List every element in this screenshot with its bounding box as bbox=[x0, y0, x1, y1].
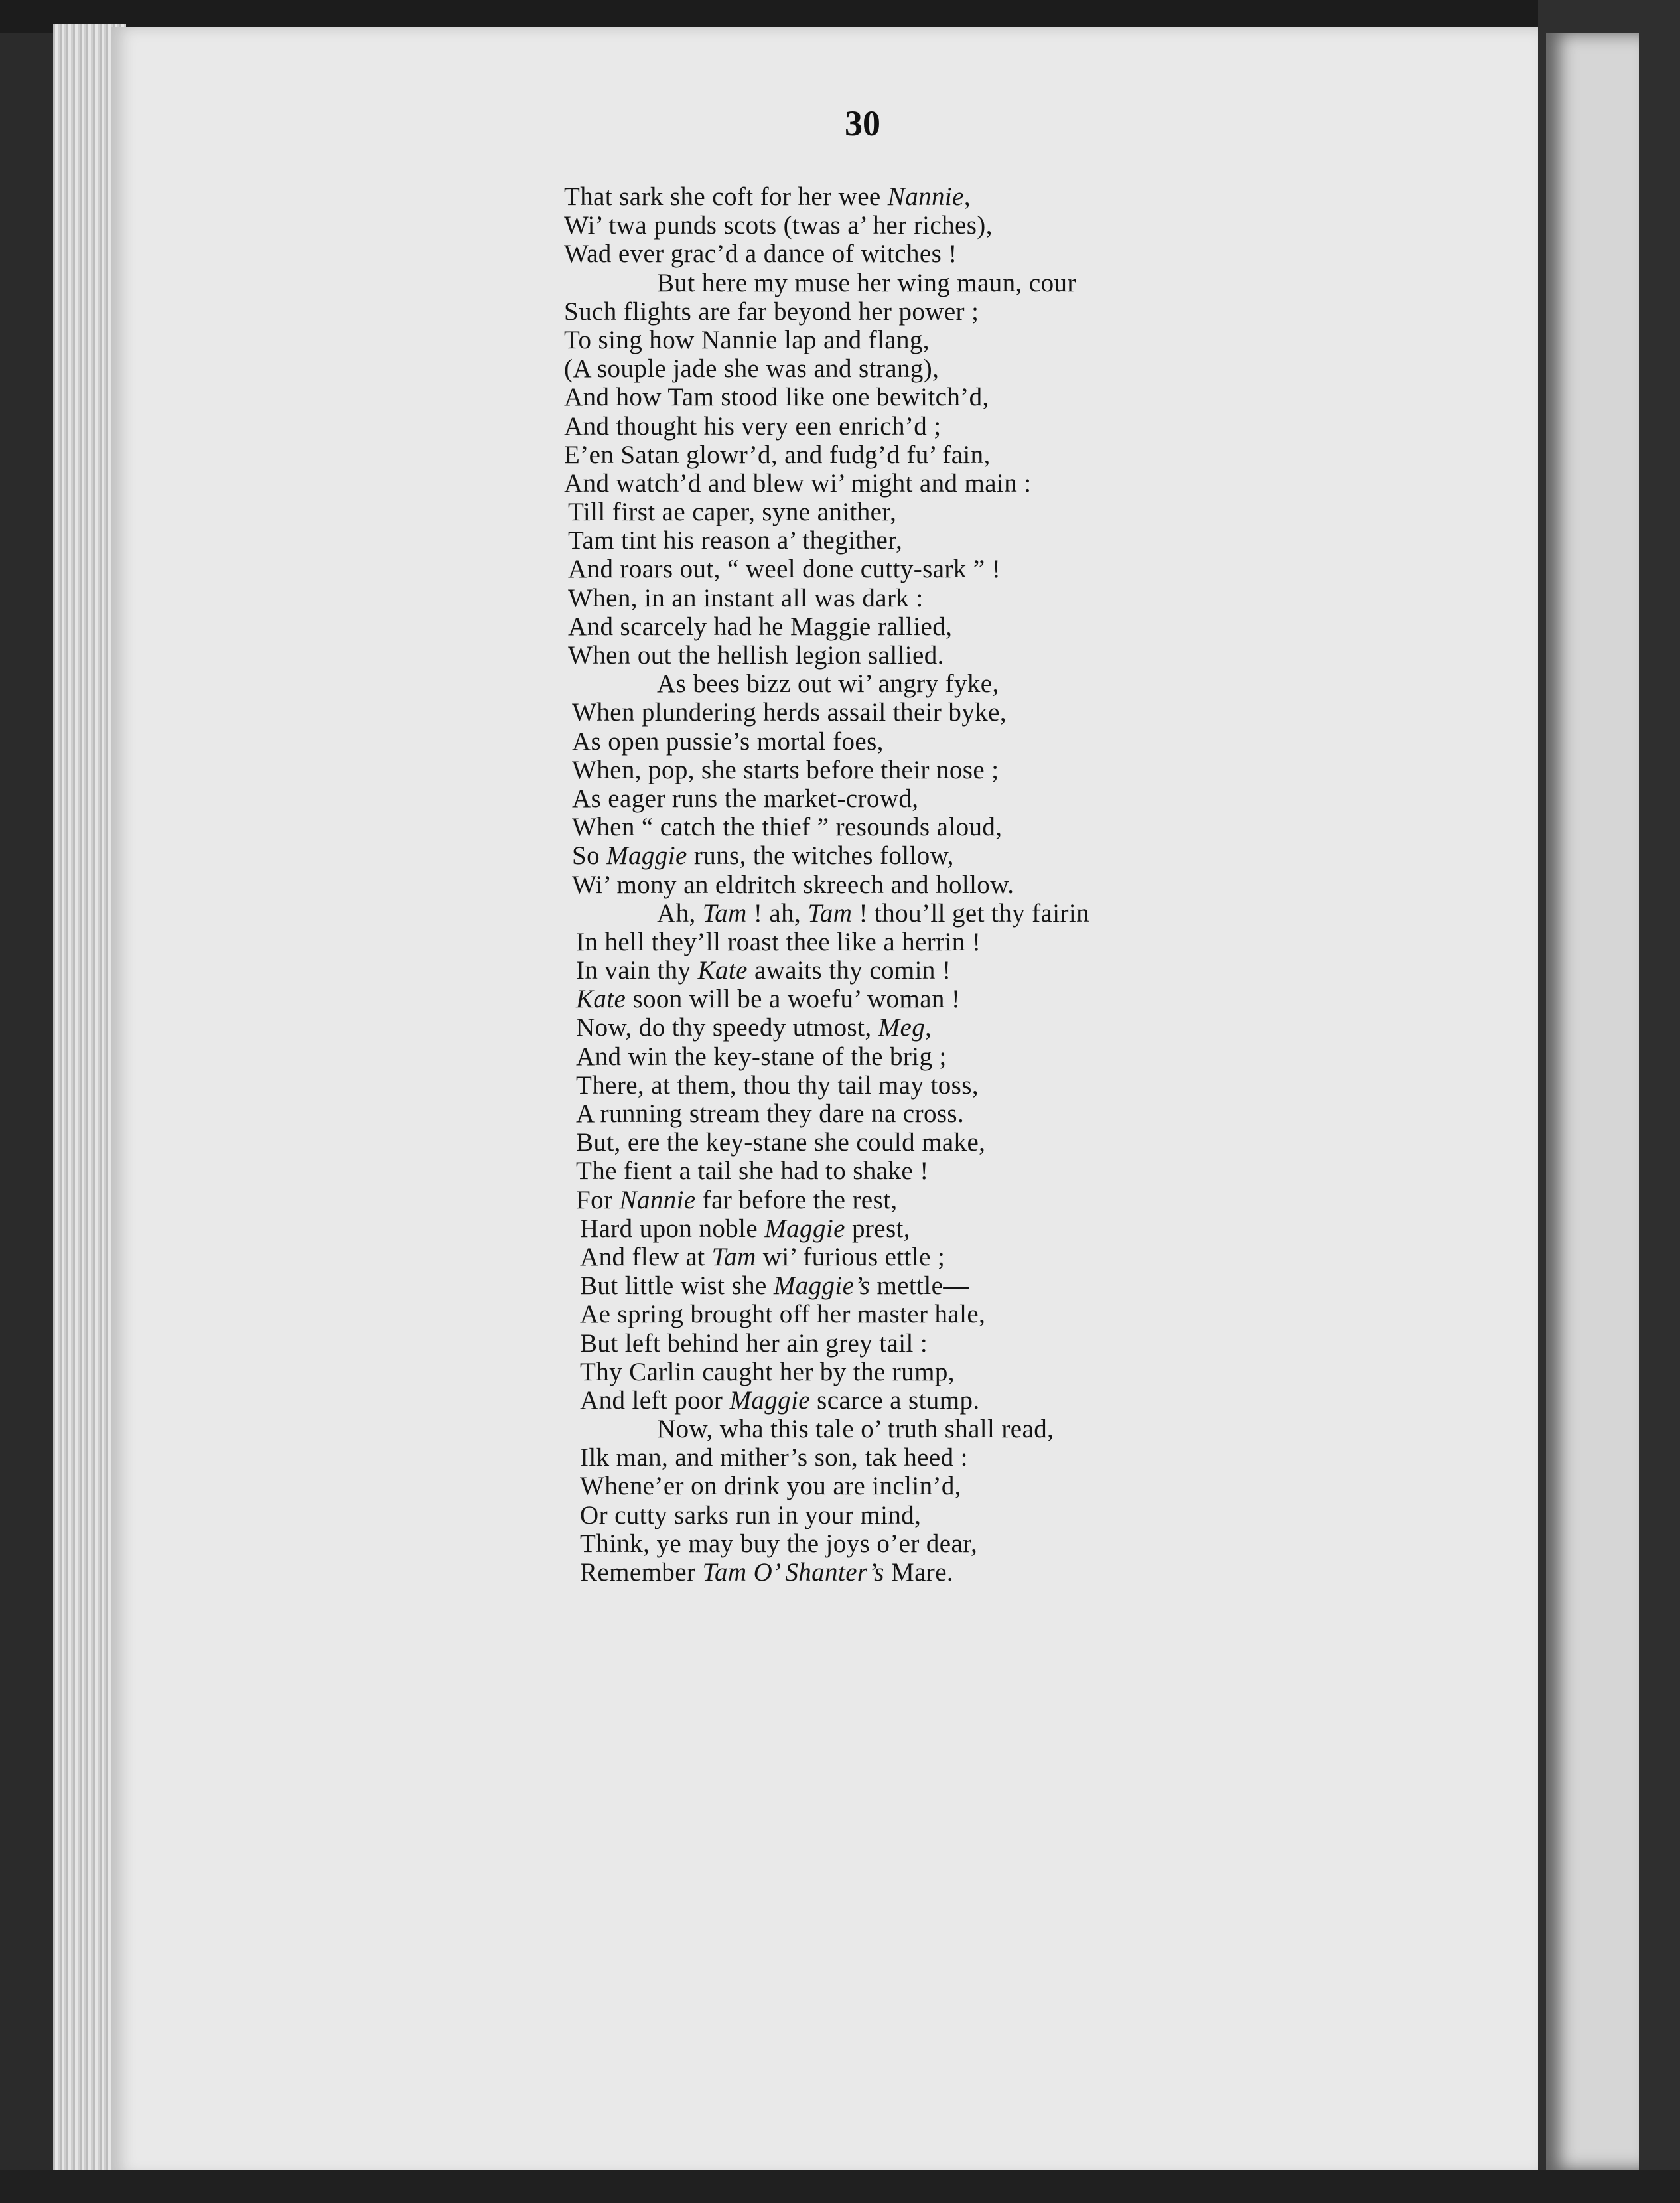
poem-line-text: awaits thy comin ! bbox=[747, 956, 951, 985]
poem-line-text: far before the rest, bbox=[695, 1185, 898, 1214]
poem-line bbox=[564, 1386, 1227, 1415]
poem-line-text: Or cutty sarks run in your mind, bbox=[580, 1500, 922, 1529]
poem-line-text: Ah, bbox=[657, 898, 703, 928]
poem-line-text: Wad ever grac’d a dance of witches ! bbox=[564, 240, 957, 269]
poem-line-text: When, in an instant all was dark : bbox=[568, 583, 924, 612]
poem-italic-word: Tam bbox=[711, 1242, 756, 1271]
poem-line bbox=[564, 928, 1227, 956]
poem-italic-word: Tam bbox=[807, 898, 853, 928]
poem-line bbox=[564, 1472, 1227, 1500]
poem-line bbox=[564, 1271, 1227, 1300]
poem-line-text: Hard upon noble bbox=[580, 1214, 765, 1243]
poem-line-text: And flew at bbox=[580, 1242, 712, 1271]
poem-line-text: In vain thy bbox=[576, 956, 698, 985]
poem-line-text: Tam tint his reason a’ thegither, bbox=[568, 526, 903, 555]
poem-line bbox=[564, 1042, 1227, 1071]
poem-line bbox=[564, 1214, 1227, 1243]
poem-line-text: , bbox=[925, 1013, 932, 1042]
poem-line bbox=[564, 297, 1227, 326]
poem-line bbox=[564, 469, 1227, 498]
poem-line bbox=[564, 612, 1227, 641]
poem-line bbox=[564, 211, 1227, 240]
poem-line-text: And left poor bbox=[580, 1386, 730, 1415]
poem-line-text: As eager runs the market-crowd, bbox=[572, 784, 919, 813]
poem-line-text: The fient a tail she had to shake ! bbox=[576, 1157, 929, 1186]
poem-line bbox=[564, 956, 1227, 985]
poem-line-text: E’en Satan glowr’d, and fudg’d fu’ fain, bbox=[564, 440, 991, 469]
poem-italic-word: Maggie bbox=[764, 1214, 845, 1243]
poem-line bbox=[564, 756, 1227, 784]
poem-line bbox=[564, 698, 1227, 727]
page-number: 30 bbox=[845, 104, 880, 143]
poem-line bbox=[564, 1529, 1227, 1558]
poem-line bbox=[564, 1501, 1227, 1529]
poem-line-text: wi’ furious ettle ; bbox=[756, 1242, 945, 1271]
poem-line-text: Wi’ mony an eldritch skreech and hollow. bbox=[572, 870, 1015, 899]
poem-italic-word: Maggie bbox=[729, 1386, 811, 1415]
poem-italic-word: Tam O’ Shanter’s bbox=[702, 1558, 884, 1587]
poem-line-text: There, at them, thou thy tail may toss, bbox=[576, 1070, 979, 1100]
poem-line-text: Ilk man, and mither’s son, tak heed : bbox=[580, 1443, 968, 1472]
poem-line-text: Ae spring brought off her master hale, bbox=[580, 1300, 986, 1329]
poem-line-text: And watch’d and blew wi’ might and main : bbox=[564, 468, 1032, 498]
facing-page-edge bbox=[1546, 33, 1639, 2170]
poem-line-text: ! thou’ll get thy fairin bbox=[852, 898, 1090, 928]
poem-line-text: So bbox=[572, 841, 607, 871]
poem-line-text: That sark she coft for her wee bbox=[564, 182, 888, 211]
poem-line-text: But left behind her ain grey tail : bbox=[580, 1328, 928, 1358]
poem-line-text: When out the hellish legion sallied. bbox=[568, 641, 944, 670]
poem-line bbox=[564, 1071, 1227, 1100]
poem-line-text: Now, do thy speedy utmost, bbox=[576, 1013, 878, 1042]
poem-line-text: Now, wha this tale o’ truth shall read, bbox=[657, 1415, 1054, 1444]
poem-line-text: scarce a stump. bbox=[810, 1386, 980, 1415]
poem-line bbox=[564, 1329, 1227, 1358]
poem-line bbox=[564, 269, 1227, 297]
poem-line bbox=[564, 1128, 1227, 1157]
poem-line bbox=[564, 1300, 1227, 1328]
poem-line-text: Till first ae caper, syne anither, bbox=[568, 498, 897, 527]
poem-text bbox=[564, 182, 1227, 1587]
poem-line-text: prest, bbox=[845, 1214, 910, 1243]
poem-line bbox=[564, 813, 1227, 841]
poem-line-text: Whene’er on drink you are inclin’d, bbox=[580, 1472, 961, 1501]
poem-line bbox=[564, 240, 1227, 268]
poem-line bbox=[564, 841, 1227, 870]
poem-line-text: For bbox=[576, 1185, 620, 1214]
poem-line-text: When plundering herds assail their byke, bbox=[572, 698, 1007, 727]
poem-line-text: But little wist she bbox=[580, 1271, 774, 1301]
poem-italic-word: Tam bbox=[702, 898, 747, 928]
poem-line bbox=[564, 1415, 1227, 1443]
poem-line-text: But, ere the key-stane she could make, bbox=[576, 1128, 986, 1157]
poem-italic-word: Kate bbox=[697, 956, 748, 985]
poem-line-text: And how Tam stood like one bewitch’d, bbox=[564, 383, 989, 412]
poem-line-text: In hell they’ll roast thee like a herrin ! bbox=[576, 927, 981, 956]
poem-line bbox=[564, 526, 1227, 555]
poem-line-text: And roars out, “ weel done cutty-sark ” ! bbox=[568, 555, 1001, 584]
poem-line bbox=[564, 182, 1227, 211]
poem-line bbox=[564, 1358, 1227, 1386]
poem-line-text: Think, ye may buy the joys o’er dear, bbox=[580, 1529, 978, 1558]
poem-line bbox=[564, 784, 1227, 813]
poem-line bbox=[564, 412, 1227, 441]
poem-line bbox=[564, 871, 1227, 899]
poem-line-text: runs, the witches follow, bbox=[687, 841, 954, 871]
poem-line bbox=[564, 498, 1227, 526]
poem-line bbox=[564, 899, 1227, 928]
poem-italic-word: Nannie bbox=[887, 182, 964, 211]
poem-line-text: When “ catch the thief ” resounds aloud, bbox=[572, 813, 1003, 842]
poem-line-text: (A souple jade she was and strang), bbox=[564, 354, 940, 384]
poem-line-text: soon will be a woefu’ woman ! bbox=[626, 985, 961, 1014]
poem-line-text: mettle— bbox=[870, 1271, 969, 1301]
poem-line-text: A running stream they dare na cross. bbox=[576, 1100, 965, 1128]
poem-line-text: When, pop, she starts before their nose ; bbox=[572, 755, 999, 784]
poem-line-text: , bbox=[963, 182, 971, 211]
poem-line bbox=[564, 985, 1227, 1013]
poem-line bbox=[564, 1186, 1227, 1214]
poem-line-text: Remember bbox=[580, 1558, 703, 1587]
poem-line bbox=[564, 1443, 1227, 1472]
poem-line bbox=[564, 383, 1227, 411]
poem-line bbox=[564, 1243, 1227, 1271]
poem-italic-word: Maggie bbox=[606, 841, 687, 871]
poem-italic-word: Meg bbox=[878, 1013, 926, 1042]
poem-italic-word: Maggie’s bbox=[773, 1271, 871, 1301]
poem-line bbox=[564, 670, 1227, 698]
poem-line bbox=[564, 555, 1227, 583]
scan-bottom-border bbox=[0, 2170, 1680, 2203]
poem-line bbox=[564, 1157, 1227, 1185]
poem-line-text: ! ah, bbox=[746, 898, 808, 928]
poem-italic-word: Nannie bbox=[619, 1185, 696, 1214]
poem-line-text: Thy Carlin caught her by the rump, bbox=[580, 1357, 955, 1386]
poem-line-text: Mare. bbox=[884, 1558, 954, 1587]
poem-line bbox=[564, 584, 1227, 612]
poem-line-text: As bees bizz out wi’ angry fyke, bbox=[657, 670, 999, 699]
poem-line bbox=[564, 1013, 1227, 1042]
poem-line-text: Wi’ twa punds scots (twas a’ her riches), bbox=[564, 211, 993, 240]
poem-line bbox=[564, 1558, 1227, 1587]
poem-line-text: And thought his very een enrich’d ; bbox=[564, 411, 942, 441]
poem-line bbox=[564, 1100, 1227, 1128]
poem-line bbox=[564, 441, 1227, 469]
poem-line-text: To sing how Nannie lap and flang, bbox=[564, 325, 930, 354]
poem-line bbox=[564, 727, 1227, 756]
poem-line-text: As open pussie’s mortal foes, bbox=[572, 727, 884, 756]
poem-line bbox=[564, 641, 1227, 670]
poem-italic-word: Kate bbox=[576, 985, 626, 1014]
poem-line-text: But here my muse her wing maun, cour bbox=[657, 268, 1076, 297]
poem-line-text: And scarcely had he Maggie rallied, bbox=[568, 612, 953, 641]
poem-line-text: And win the key-stane of the brig ; bbox=[576, 1042, 947, 1071]
poem-line bbox=[564, 354, 1227, 383]
poem-line-text: Such flights are far beyond her power ; bbox=[564, 297, 979, 326]
poem-line bbox=[564, 326, 1227, 354]
